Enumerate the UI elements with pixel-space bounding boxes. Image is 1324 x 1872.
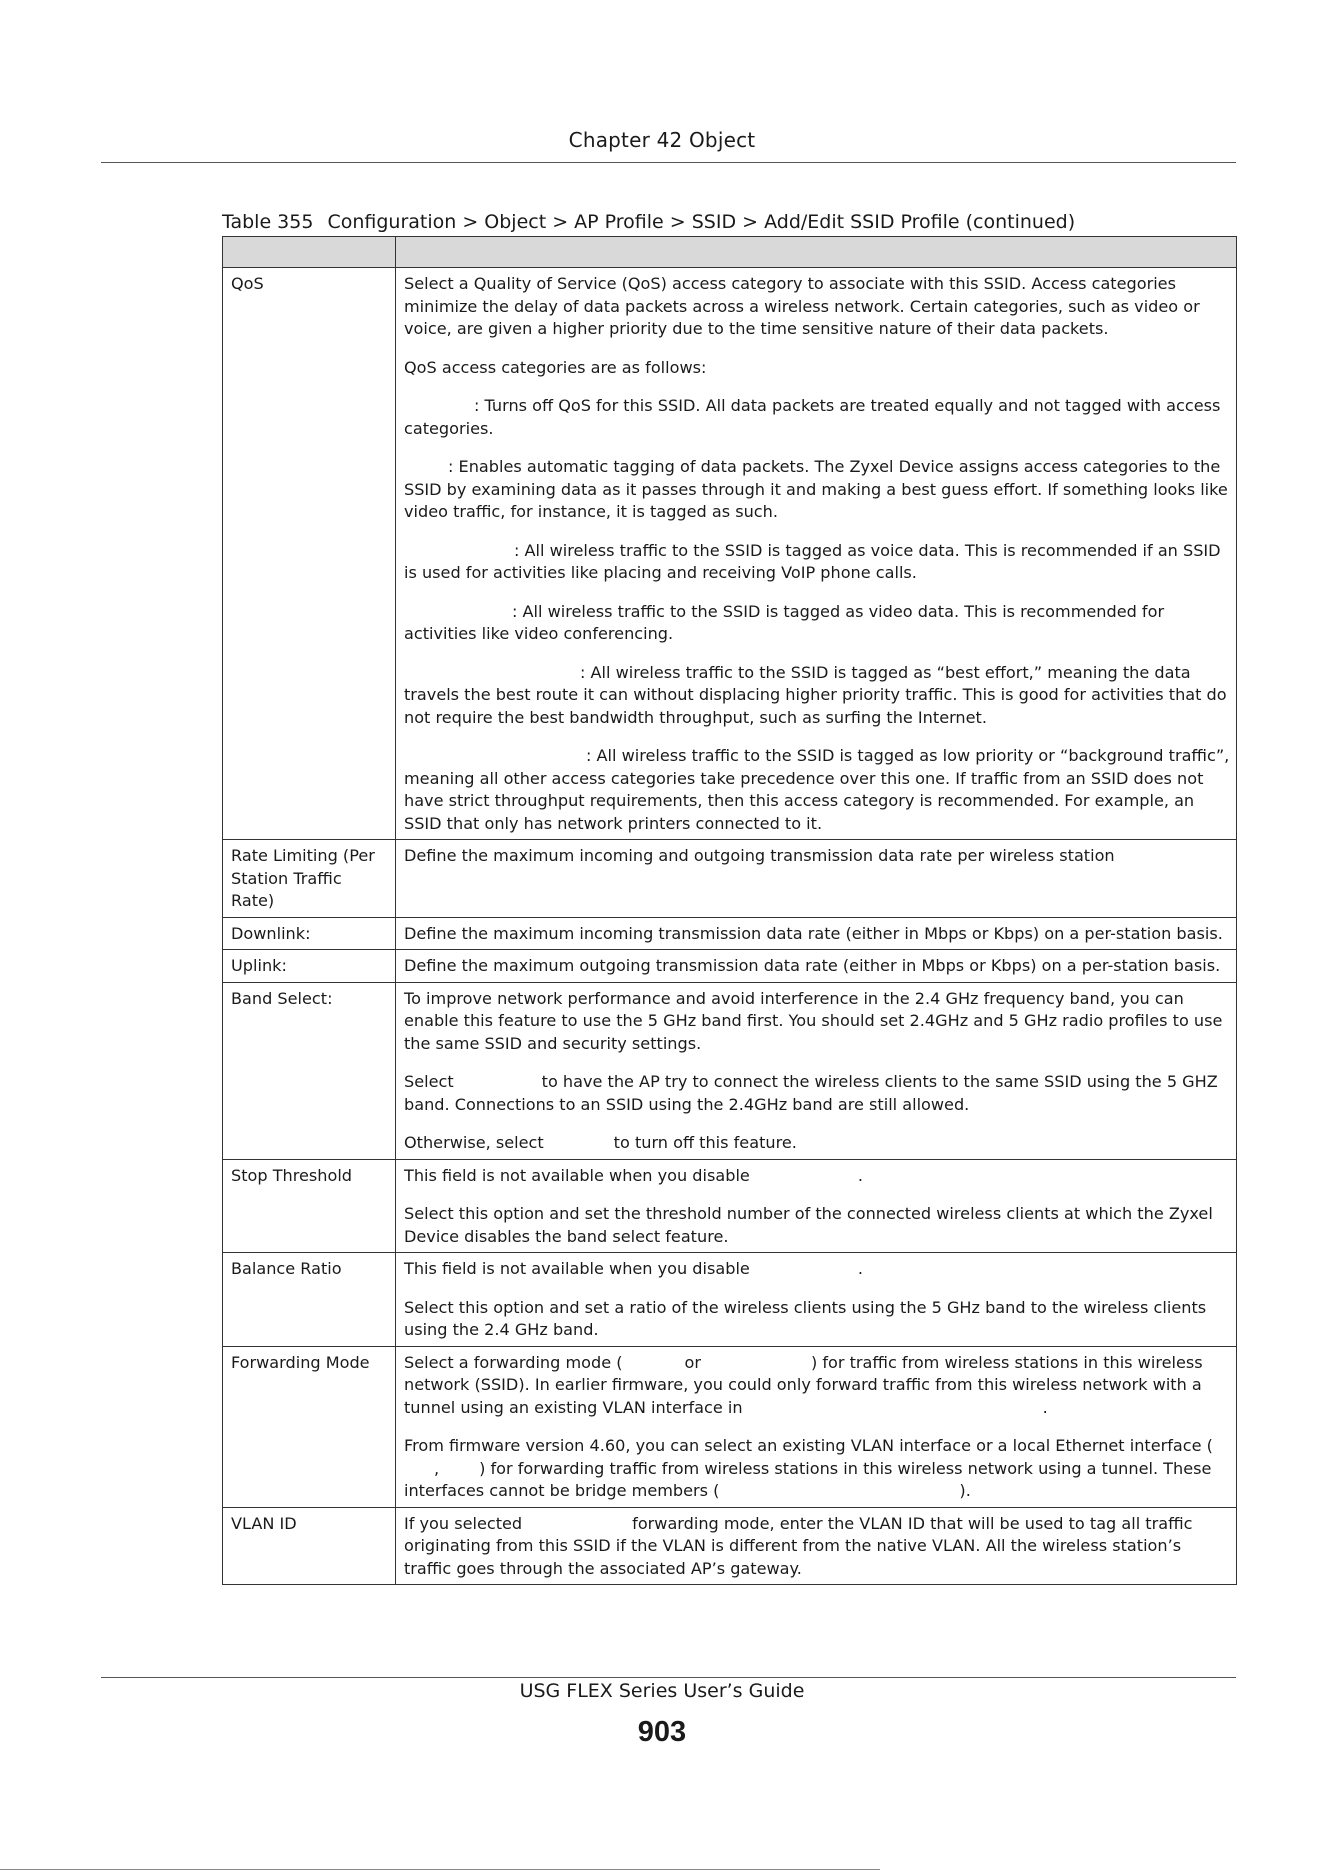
paragraph: : Enables automatic tagging of data packets. The Zyxel Device assigns access categories to the SSID by examining data as it passes through it and making a best guess effort. If something looks like video traffic, for instance, it is tagged as such. xyxy=(404,457,1228,521)
table-number: Table 355 xyxy=(222,211,314,233)
row-label: VLAN ID xyxy=(223,1507,396,1585)
table-row-stop-threshold xyxy=(223,1159,1237,1253)
table-caption xyxy=(222,211,1075,233)
paragraph: From firmware version 4.60, you can select an existing VLAN interface or a local Ethernet interface (, ) for forwarding traffic from wireless stations in this wireless network using a tunnel. These interfaces cannot be bridge members ( ). xyxy=(404,1436,1213,1500)
paragraph: If you selected forwarding mode, enter the VLAN ID that will be used to tag all traffic originating from this SSID if the VLAN is different from the native VLAN. All the wireless station’s traffic goes through the associated AP’s gateway. xyxy=(404,1513,1193,1578)
table-row-downlink xyxy=(223,917,1237,950)
paragraph: This field is not available when you disable . xyxy=(404,1165,863,1185)
row-label: Rate Limiting (Per Station Traffic Rate) xyxy=(223,840,396,918)
paragraph: : Turns off QoS for this SSID. All data packets are treated equally and not tagged with access categories. xyxy=(404,396,1221,438)
paragraph: QoS access categories are as follows: xyxy=(404,357,707,377)
row-label: QoS xyxy=(223,268,396,840)
paragraph: : All wireless traffic to the SSID is tagged as “best effort,” meaning the data travels the best route it can without displacing higher priority traffic. This is good for activities that do not require the best bandwidth throughput, such as surfing the Internet. xyxy=(404,662,1227,727)
table-row-band-select xyxy=(223,982,1237,1159)
paragraph: Define the maximum incoming transmission data rate (either in Mbps or Kbps) on a per-station basis. xyxy=(404,923,1223,943)
spacer xyxy=(404,884,1230,907)
page-number: 903 xyxy=(637,1716,687,1748)
bottom-rule xyxy=(0,1869,880,1870)
header-cell-description xyxy=(396,237,1237,268)
paragraph: : All wireless traffic to the SSID is tagged as voice data. This is recommended if an SSID is used for activities like placing and receiving VoIP phone calls. xyxy=(404,540,1221,582)
paragraph: Select this option and set a ratio of the wireless clients using the 5 GHz band to the wireless clients using the 2.4 GHz band. xyxy=(404,1297,1207,1339)
table-row-qos xyxy=(223,268,1237,840)
row-description xyxy=(396,917,1237,950)
header-rule xyxy=(101,162,1236,163)
paragraph: Select a forwarding mode ( or ) for traffic from wireless stations in this wireless network (SSID). In earlier firmware, you could only forward traffic from this wireless network with a tunnel using an existing VLAN interface in . xyxy=(404,1352,1203,1417)
table-row-uplink xyxy=(223,950,1237,983)
table-row-forwarding-mode xyxy=(223,1346,1237,1507)
paragraph: Select a Quality of Service (QoS) access category to associate with this SSID. Access categories minimize the delay of data packets across a wireless network. Certain categories, such as video or voice, are given a higher priority due to the time sensitive nature of their data packets. xyxy=(404,274,1200,338)
chapter-header: Chapter 42 Object xyxy=(568,128,756,152)
paragraph: Define the maximum incoming and outgoing transmission data rate per wireless station xyxy=(404,846,1115,865)
table-title: Configuration > Object > AP Profile > SSID > Add/Edit SSID Profile (continued) xyxy=(327,211,1076,233)
row-description xyxy=(396,268,1237,840)
paragraph: Select to have the AP try to connect the wireless clients to the same SSID using the 5 GHZ band. Connections to an SSID using the 2.4GHz band are still allowed. xyxy=(404,1072,1218,1114)
guide-title: USG FLEX Series User’s Guide xyxy=(519,1680,805,1702)
table-header-row xyxy=(223,237,1237,268)
table-row-vlan-id xyxy=(223,1507,1237,1585)
table-row-rate-limiting xyxy=(223,840,1237,918)
row-label: Stop Threshold xyxy=(223,1159,396,1253)
row-description xyxy=(396,950,1237,983)
paragraph: : All wireless traffic to the SSID is tagged as low priority or “background traffic”, meaning all other access categories take precedence over this one. If traffic from an SSID does not have strict throughput requirements, then this access category is recommended. For example, an SSID that only has network printers connected to it. xyxy=(404,746,1230,833)
row-label: Downlink: xyxy=(223,917,396,950)
paragraph: Otherwise, select to turn off this feature. xyxy=(404,1133,797,1152)
row-label: Balance Ratio xyxy=(223,1253,396,1347)
reference-table xyxy=(222,236,1237,1585)
footer-rule xyxy=(101,1677,1236,1678)
row-label: Band Select: xyxy=(223,982,396,1159)
paragraph: Select this option and set the threshold number of the connected wireless clients at which the Zyxel Device disables the band select feature. xyxy=(404,1204,1213,1246)
paragraph: To improve network performance and avoid interference in the 2.4 GHz frequency band, you can enable this feature to use the 5 GHz band first. You should set 2.4GHz and 5 GHz radio profiles to use the same SSID and security settings. xyxy=(404,988,1223,1053)
row-description xyxy=(396,982,1237,1159)
paragraph: Define the maximum outgoing transmission data rate (either in Mbps or Kbps) on a per-station basis. xyxy=(404,956,1221,975)
paragraph: : All wireless traffic to the SSID is tagged as video data. This is recommended for activities like video conferencing. xyxy=(404,601,1165,643)
row-description xyxy=(396,1507,1237,1585)
row-label: Uplink: xyxy=(223,950,396,983)
paragraph: This field is not available when you disable . xyxy=(404,1259,863,1278)
row-description xyxy=(396,840,1237,918)
header-cell-label xyxy=(223,237,396,268)
row-description xyxy=(396,1253,1237,1347)
row-description xyxy=(396,1346,1237,1507)
row-label: Forwarding Mode xyxy=(223,1346,396,1507)
table-row-balance-ratio xyxy=(223,1253,1237,1347)
row-description xyxy=(396,1159,1237,1253)
